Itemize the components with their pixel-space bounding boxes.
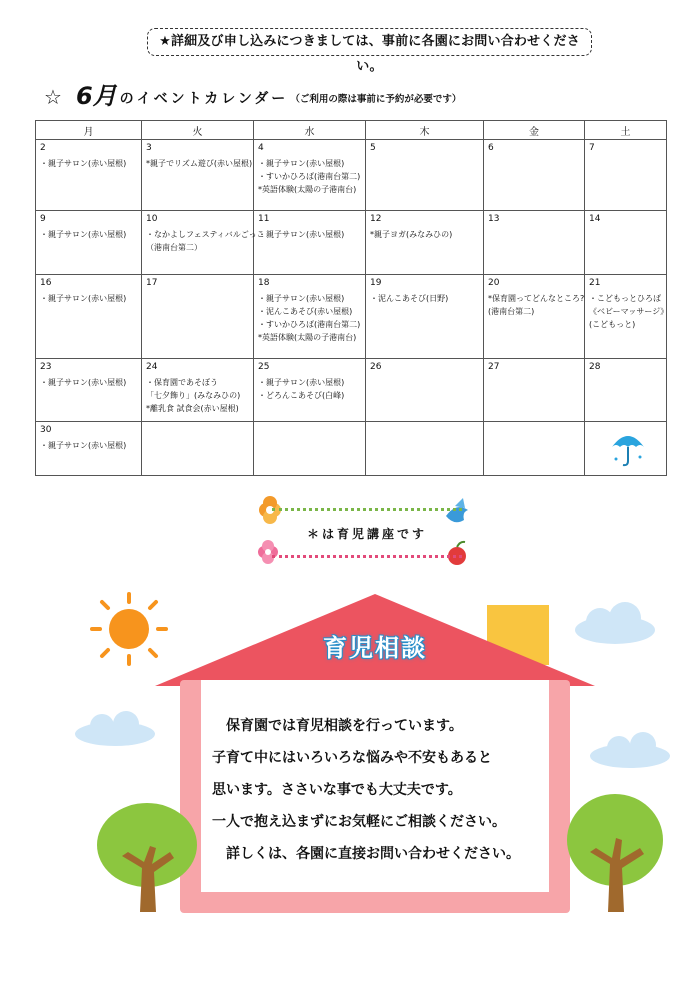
tree-icon bbox=[92, 800, 202, 915]
calendar-day-cell bbox=[142, 275, 254, 359]
consult-line: 詳しくは、各園に直接お問い合わせください。 bbox=[212, 846, 520, 862]
event-item: 「七夕飾り」(みなみひの) bbox=[146, 391, 241, 400]
day-number: 30 bbox=[40, 425, 52, 435]
calendar-day-cell bbox=[585, 275, 667, 359]
event-item: ・保育園であそぼう bbox=[146, 378, 218, 387]
day-number: 25 bbox=[258, 362, 270, 372]
weekday-thu: 木 bbox=[366, 121, 484, 140]
event-item: *親子ヨガ(みなみひの) bbox=[370, 230, 453, 239]
day-number: 24 bbox=[146, 362, 158, 372]
tree-icon bbox=[560, 790, 670, 915]
event-item: ・親子サロン(赤い屋根) bbox=[40, 294, 127, 303]
weekday-fri: 金 bbox=[484, 121, 585, 140]
calendar-day-cell bbox=[254, 275, 366, 359]
day-number: 21 bbox=[589, 278, 601, 288]
day-number: 7 bbox=[589, 143, 595, 153]
calendar-day-cell bbox=[254, 211, 366, 275]
legend-text: ＊は育児講座です bbox=[306, 526, 427, 541]
notice-text: ★詳細及び申し込みにつきましては、事前に各園にお問い合わせください。 bbox=[159, 34, 580, 74]
day-number: 18 bbox=[258, 278, 270, 288]
event-item: ・すいかひろば(港南台第二) bbox=[258, 172, 361, 181]
event-item: ・親子サロン(赤い屋根) bbox=[40, 378, 127, 387]
calendar-day-cell bbox=[36, 422, 142, 476]
weekday-header bbox=[36, 121, 667, 140]
calendar-heading: のイベントカレンダー bbox=[119, 91, 289, 107]
day-number: 2 bbox=[40, 143, 46, 153]
calendar-day-cell bbox=[585, 211, 667, 275]
day-number: 9 bbox=[40, 214, 46, 224]
event-item: *親子でリズム遊び(赤い屋根) bbox=[146, 159, 253, 168]
calendar-day-cell bbox=[36, 275, 142, 359]
calendar-day-cell bbox=[484, 211, 585, 275]
consult-title: 育児相談 bbox=[323, 634, 427, 662]
consult-message bbox=[212, 710, 552, 870]
month-label: 6月 bbox=[75, 82, 117, 110]
calendar-week-row bbox=[36, 359, 667, 422]
calendar-day-cell bbox=[254, 422, 366, 476]
weekday-tue: 火 bbox=[142, 121, 254, 140]
reservation-note: （ご利用の際は事前に予約が必要です） bbox=[290, 94, 462, 105]
day-number: 19 bbox=[370, 278, 382, 288]
day-number: 12 bbox=[370, 214, 382, 224]
calendar-day-cell bbox=[366, 359, 484, 422]
calendar-day-cell bbox=[366, 211, 484, 275]
weekday-wed: 水 bbox=[254, 121, 366, 140]
event-item: ・親子サロン(赤い屋根) bbox=[40, 230, 127, 239]
day-number: 16 bbox=[40, 278, 52, 288]
calendar-day-cell bbox=[484, 422, 585, 476]
consult-line: 子育て中にはいろいろな悩みや不安もあると bbox=[212, 750, 492, 766]
event-item: *離乳食 試食会(赤い屋根) bbox=[146, 404, 239, 413]
consult-line: 保育園では育児相談を行っています。 bbox=[212, 718, 463, 734]
umbrella-icon bbox=[608, 429, 648, 469]
event-item: ・泥んこあそび(赤い屋根) bbox=[258, 307, 353, 316]
calendar-day-cell bbox=[254, 140, 366, 211]
calendar-week-row bbox=[36, 422, 667, 476]
event-item: ・なかよしフェスティバルごっこ bbox=[146, 230, 265, 239]
calendar-day-cell bbox=[36, 359, 142, 422]
event-item: ・親子サロン(赤い屋根) bbox=[40, 441, 127, 450]
event-item: *保育園ってどんなところ? bbox=[488, 294, 585, 303]
day-number: 11 bbox=[258, 214, 270, 224]
day-number: 27 bbox=[488, 362, 500, 372]
consult-line: 一人で抱え込まずにお気軽にご相談ください。 bbox=[212, 814, 506, 830]
day-number: 26 bbox=[370, 362, 382, 372]
day-number: 10 bbox=[146, 214, 158, 224]
calendar-day-cell bbox=[36, 211, 142, 275]
calendar-day-cell bbox=[484, 275, 585, 359]
calendar-day-cell bbox=[366, 275, 484, 359]
notice-banner bbox=[147, 28, 592, 74]
calendar-day-cell bbox=[254, 359, 366, 422]
event-item: ・親子サロン(赤い屋根) bbox=[258, 378, 345, 387]
calendar-day-cell bbox=[366, 140, 484, 211]
calendar-week-row bbox=[36, 275, 667, 359]
event-item: (こどもっと) bbox=[589, 320, 636, 329]
day-number: 20 bbox=[488, 278, 500, 288]
day-number: 14 bbox=[589, 214, 601, 224]
consult-line: 思います。ささいな事でも大丈夫です。 bbox=[212, 782, 462, 798]
event-item: ・親子サロン(赤い屋根) bbox=[258, 230, 345, 239]
calendar-title bbox=[44, 82, 461, 110]
day-number: 4 bbox=[258, 143, 264, 153]
calendar-day-cell bbox=[484, 140, 585, 211]
day-number: 6 bbox=[488, 143, 494, 153]
event-item: ・どろんこあそび(白峰) bbox=[258, 391, 345, 400]
event-item: *英語体験(太陽の子港南台) bbox=[258, 185, 357, 194]
event-item: ・親子サロン(赤い屋根) bbox=[258, 294, 345, 303]
legend-box bbox=[272, 508, 462, 558]
calendar-day-cell bbox=[366, 422, 484, 476]
event-item: 《ベビーマッサージ》 bbox=[589, 307, 669, 316]
day-number: 28 bbox=[589, 362, 601, 372]
event-item: ・泥んこあそび(日野) bbox=[370, 294, 449, 303]
calendar-week-row bbox=[36, 140, 667, 211]
calendar-day-cell bbox=[585, 359, 667, 422]
event-item: ・親子サロン(赤い屋根) bbox=[258, 159, 345, 168]
event-item: （港南台第二） bbox=[146, 243, 202, 252]
day-number: 3 bbox=[146, 143, 152, 153]
weekday-sat: 土 bbox=[585, 121, 667, 140]
event-calendar bbox=[35, 120, 667, 476]
calendar-day-cell bbox=[36, 140, 142, 211]
day-number: 17 bbox=[146, 278, 158, 288]
calendar-day-cell bbox=[484, 359, 585, 422]
event-item: ・こどもっとひろば bbox=[589, 294, 661, 303]
calendar-day-cell bbox=[142, 359, 254, 422]
event-item: ・すいかひろば(港南台第二) bbox=[258, 320, 361, 329]
event-item: (港南台第二) bbox=[488, 307, 535, 316]
calendar-day-cell bbox=[585, 140, 667, 211]
event-item: ・親子サロン(赤い屋根) bbox=[40, 159, 127, 168]
calendar-week-row bbox=[36, 211, 667, 275]
event-item: *英語体験(太陽の子港南台) bbox=[258, 333, 357, 342]
calendar-day-cell bbox=[142, 140, 254, 211]
day-number: 13 bbox=[488, 214, 500, 224]
star-icon: ☆ bbox=[44, 85, 62, 109]
calendar-day-cell bbox=[585, 422, 667, 476]
calendar-day-cell bbox=[142, 422, 254, 476]
cloud-icon bbox=[585, 730, 675, 770]
weekday-mon: 月 bbox=[36, 121, 142, 140]
day-number: 23 bbox=[40, 362, 52, 372]
cloud-icon bbox=[70, 708, 160, 748]
day-number: 5 bbox=[370, 143, 376, 153]
